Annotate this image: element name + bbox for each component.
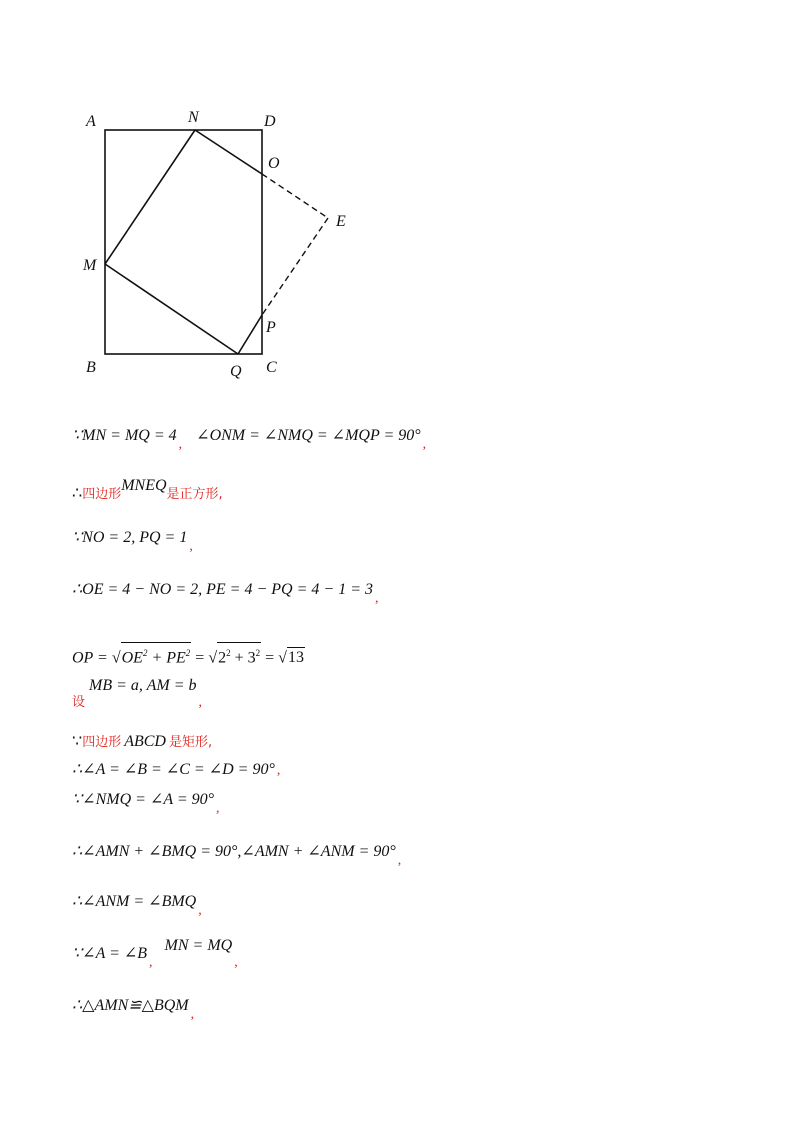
math: ∵NO = 2, PQ = 1 [72, 529, 188, 546]
math: ∴△AMN≌△BQM [72, 997, 189, 1014]
math: ∴∠ANM = ∠BMQ [72, 893, 197, 910]
segment-oe-dashed [262, 174, 328, 218]
label-c: C [266, 359, 277, 376]
math: ∴OE = 4 − NO = 2, PE = 4 − PQ = 4 − 1 = 3 [72, 581, 373, 598]
cn-text: 四边形 [82, 487, 122, 502]
label-n: N [188, 109, 199, 126]
math: ∵∠A = ∠B [72, 945, 148, 962]
math: MNEQ [121, 477, 167, 494]
comma: , [190, 1007, 195, 1022]
segment-mq [105, 264, 238, 354]
step-5-op: OP = $√OE^2 + PE^2 = √2^2 + 3^2 = √13$ [72, 642, 305, 668]
segment-mn [105, 130, 195, 264]
rectangle-abcd [105, 130, 262, 354]
geometry-figure [70, 100, 370, 390]
step-9 [72, 790, 220, 816]
cn-text: 是正方形, [166, 487, 223, 502]
label-e: E [336, 213, 346, 230]
math: ∴∠A = ∠B = ∠C = ∠D = 90° [72, 761, 275, 778]
math: ∠ONM = ∠NMQ = ∠MQP = 90° [196, 427, 421, 444]
comma: , [178, 437, 183, 452]
step-6 [72, 677, 203, 710]
cn-text: 设 [72, 695, 86, 710]
therefore-symbol: ∴ [72, 485, 83, 502]
math: MN = MQ [164, 937, 233, 954]
radicand: $2^2 + 3^2$ [217, 642, 261, 668]
comma: , [149, 955, 153, 970]
comma: , [397, 853, 402, 868]
step-11 [72, 892, 202, 918]
cn-text: 四边形 [82, 735, 122, 750]
math: ∵MN = MQ = 4 [72, 427, 177, 444]
cn-text: 是矩形, [168, 735, 213, 750]
step-4 [72, 580, 379, 606]
label-a: A [86, 113, 96, 130]
label-b: B [86, 359, 96, 376]
sqrt-symbol: √ [111, 649, 121, 667]
comma: , [422, 437, 427, 452]
segment-ep-dashed [262, 218, 328, 315]
radicand: $OE^2 + PE^2$ [121, 642, 192, 668]
sqrt-symbol: √ [208, 649, 218, 667]
step-2 [72, 477, 223, 505]
step-13 [72, 996, 195, 1022]
step-10 [72, 842, 402, 868]
comma: , [276, 763, 281, 778]
comma: , [374, 591, 379, 606]
label-p: P [266, 319, 276, 336]
math: ABCD [124, 733, 166, 750]
step-1 [72, 426, 427, 452]
math: ∴∠AMN + ∠BMQ = 90°,∠AMN + ∠ANM = 90° [72, 843, 396, 860]
radicand: 13 [287, 649, 304, 667]
math: OP = [72, 649, 112, 667]
comma: , [234, 955, 238, 970]
label-m: M [83, 257, 97, 274]
step-12 [72, 937, 238, 970]
sqrt-symbol: √ [278, 649, 287, 667]
step-8 [72, 760, 280, 781]
segment-qp [238, 315, 262, 354]
math: MB = a, AM = b [89, 677, 197, 694]
label-d: D [264, 113, 276, 130]
because-symbol: ∵ [72, 733, 83, 750]
comma: , [198, 903, 202, 918]
label-q: Q [230, 363, 242, 380]
comma: , [189, 539, 193, 554]
segment-no [195, 130, 262, 174]
comma: , [216, 801, 220, 816]
label-o: O [268, 155, 280, 172]
step-3 [72, 528, 193, 554]
math: ∵∠NMQ = ∠A = 90° [72, 791, 215, 808]
step-7 [72, 732, 212, 753]
comma: , [198, 695, 203, 710]
